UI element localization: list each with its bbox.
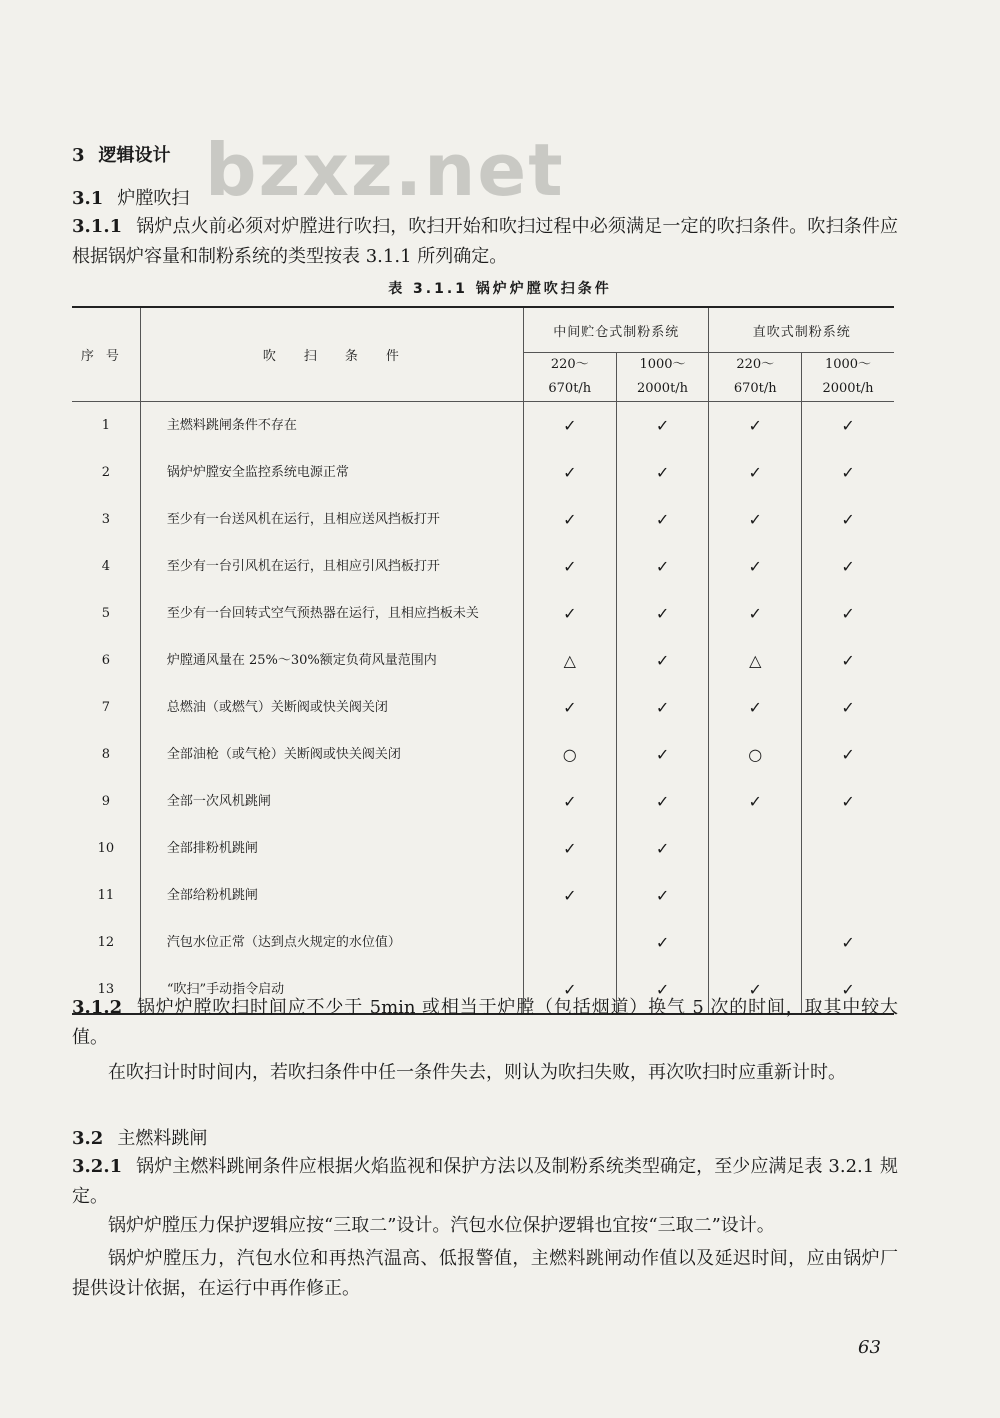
condition-text: “吹扫”手动指令启动 (140, 966, 523, 1014)
table-row (72, 731, 894, 778)
section-number: 3.1 (72, 188, 104, 209)
table-row (72, 825, 894, 872)
table-row (72, 872, 894, 919)
table-body (72, 402, 894, 1015)
capacity-range-end: 2000t/h (822, 381, 874, 396)
row-number: 12 (72, 919, 140, 966)
column-group-direct-system: 直吹式制粉系统 (709, 307, 894, 353)
row-number: 9 (72, 778, 140, 825)
clause-text: 锅炉炉膛吹扫时间应不少于 5min 或相当于炉膛（包括烟道）换气 5 次的时间，取其中较大值。 (72, 997, 898, 1048)
section-3-heading (72, 141, 171, 167)
applicability-mark: ✓ (524, 496, 617, 543)
table-row (72, 778, 894, 825)
condition-text: 汽包水位正常（达到点火规定的水位值） (140, 919, 523, 966)
paragraph-3-2-1 (72, 1152, 898, 1212)
applicability-mark: ✓ (524, 966, 617, 1014)
table-row (72, 543, 894, 590)
applicability-mark: ✓ (616, 590, 709, 637)
applicability-mark: ✓ (841, 510, 855, 529)
applicability-mark: ✓ (616, 637, 709, 684)
condition-text: 主燃料跳闸条件不存在 (140, 402, 523, 450)
applicability-mark (709, 872, 802, 919)
applicability-mark (709, 919, 802, 966)
applicability-mark: ✓ (709, 496, 802, 543)
section-title: 炉膛吹扫 (117, 188, 190, 209)
applicability-mark: ✓ (616, 778, 709, 825)
applicability-mark: ✓ (616, 543, 709, 590)
applicability-mark: ✓ (524, 872, 617, 919)
applicability-mark: ✓ (524, 778, 617, 825)
applicability-mark (709, 825, 802, 872)
table-row (72, 684, 894, 731)
condition-text: 全部排粉机跳闸 (140, 825, 523, 872)
applicability-mark: ✓ (709, 684, 802, 731)
condition-text: 至少有一台送风机在运行，且相应送风挡板打开 (140, 496, 523, 543)
row-number: 11 (72, 872, 140, 919)
applicability-mark: ✓ (524, 543, 617, 590)
section-3-1-heading (72, 184, 189, 210)
row-number: 8 (72, 731, 140, 778)
watermark: bzxz.net (205, 128, 565, 212)
applicability-mark: ✓ (841, 463, 855, 482)
row-number: 4 (72, 543, 140, 590)
table-row (72, 496, 894, 543)
applicability-mark: ✓ (841, 745, 855, 764)
applicability-mark: ✓ (616, 919, 709, 966)
paragraph-3-1-1 (72, 212, 898, 272)
paragraph-3-1-2-continued: 在吹扫计时时间内，若吹扫条件中任一条件失去，则认为吹扫失败，再次吹扫时应重新计时。 (108, 1062, 846, 1083)
applicability-mark: ✓ (709, 543, 802, 590)
applicability-mark: ✓ (802, 966, 894, 1014)
column-header-capacity (709, 353, 802, 402)
applicability-mark: ✓ (841, 792, 855, 811)
row-number: 13 (72, 966, 140, 1014)
applicability-mark (802, 872, 894, 919)
row-number: 5 (72, 590, 140, 637)
section-title: 逻辑设计 (98, 145, 171, 166)
condition-text: 至少有一台引风机在运行，且相应引风挡板打开 (140, 543, 523, 590)
applicability-mark: ✓ (616, 496, 709, 543)
table-row (72, 449, 894, 496)
table-row (72, 590, 894, 637)
condition-text: 至少有一台回转式空气预热器在运行，且相应挡板未关 (140, 590, 523, 637)
applicability-mark: ✓ (841, 933, 855, 952)
applicability-mark: ✓ (616, 684, 709, 731)
column-header-capacity (524, 353, 617, 402)
applicability-mark: ✓ (524, 825, 617, 872)
applicability-mark: ✓ (616, 966, 709, 1014)
applicability-mark: ✓ (709, 590, 802, 637)
applicability-mark: ✓ (616, 402, 709, 450)
column-header-capacity (616, 353, 709, 402)
section-3-2-heading (72, 1124, 207, 1150)
paragraph-3-1-2 (72, 993, 898, 1053)
applicability-mark: ✓ (841, 604, 855, 623)
column-header-condition: 吹扫条件 (140, 307, 523, 402)
applicability-mark: ✓ (524, 590, 617, 637)
row-number: 3 (72, 496, 140, 543)
row-number: 6 (72, 637, 140, 684)
condition-text: 全部给粉机跳闸 (140, 872, 523, 919)
clause-text: 锅炉主燃料跳闸条件应根据火焰监视和保护方法以及制粉系统类型确定，至少应满足表 3.2.1 规定。 (72, 1156, 898, 1207)
applicability-mark: ✓ (709, 966, 802, 1014)
paragraph-3-2-1-pressure-logic: 锅炉炉膛压力保护逻辑应按“三取二”设计。汽包水位保护逻辑也宜按“三取二”设计。 (108, 1215, 775, 1236)
applicability-mark (802, 825, 894, 872)
applicability-mark: ✓ (524, 449, 617, 496)
column-header-number: 序号 (72, 307, 140, 402)
applicability-mark: ✓ (841, 651, 855, 670)
table-row (72, 402, 894, 450)
capacity-range-start: 1000～ (639, 357, 686, 372)
row-number: 2 (72, 449, 140, 496)
row-number: 7 (72, 684, 140, 731)
capacity-range-start: 1000～ (824, 357, 872, 372)
paragraph-3-2-1-alarm-values: 锅炉炉膛压力，汽包水位和再热汽温高、低报警值，主燃料跳闸动作值以及延迟时间，应由锅炉厂提供设计依据，在运行中再作修正。 (72, 1248, 898, 1299)
applicability-mark: ○ (709, 731, 802, 778)
applicability-mark: ✓ (841, 557, 855, 576)
clause-number: 3.1.2 (72, 997, 123, 1018)
applicability-mark: ✓ (841, 416, 855, 435)
applicability-mark (524, 919, 617, 966)
condition-text: 全部一次风机跳闸 (140, 778, 523, 825)
capacity-range-start: 220～ (550, 357, 589, 372)
table-row (72, 637, 894, 684)
clause-number: 3.1.1 (72, 216, 123, 237)
row-number: 10 (72, 825, 140, 872)
condition-text: 全部油枪（或气枪）关断阀或快关阀关闭 (140, 731, 523, 778)
applicability-mark: △ (709, 637, 802, 684)
table-caption: 表 3.1.1 锅炉炉膛吹扫条件 (388, 281, 612, 297)
column-header-capacity (802, 353, 894, 402)
applicability-mark: ✓ (616, 449, 709, 496)
applicability-mark: ✓ (524, 684, 617, 731)
applicability-mark: ✓ (616, 731, 709, 778)
applicability-mark: ✓ (709, 778, 802, 825)
applicability-mark: ○ (524, 731, 617, 778)
clause-text: 锅炉点火前必须对炉膛进行吹扫，吹扫开始和吹扫过程中必须满足一定的吹扫条件。吹扫条件应根据锅炉容量和制粉系统的类型按表 3.1.1 所列确定。 (72, 216, 898, 267)
purge-conditions-table (72, 306, 894, 1015)
section-title: 主燃料跳闸 (117, 1128, 208, 1149)
column-group-storage-system: 中间贮仓式制粉系统 (524, 307, 709, 353)
capacity-range-end: 670t/h (548, 381, 592, 396)
capacity-range-end: 670t/h (733, 381, 777, 396)
applicability-mark: ✓ (616, 872, 709, 919)
applicability-mark: ✓ (709, 402, 802, 450)
condition-text: 炉膛通风量在 25%～30%额定负荷风量范围内 (140, 637, 523, 684)
capacity-range-end: 2000t/h (636, 381, 689, 396)
row-number: 1 (72, 402, 140, 450)
applicability-mark: ✓ (841, 698, 855, 717)
applicability-mark: ✓ (709, 449, 802, 496)
clause-number: 3.2.1 (72, 1156, 123, 1177)
applicability-mark: ✓ (616, 825, 709, 872)
condition-text: 总燃油（或燃气）关断阀或快关阀关闭 (140, 684, 523, 731)
table-row (72, 919, 894, 966)
section-number: 3 (72, 145, 85, 166)
page-number: 63 (858, 1337, 881, 1358)
capacity-range-start: 220～ (736, 357, 775, 372)
applicability-mark: ✓ (524, 402, 617, 450)
section-number: 3.2 (72, 1128, 104, 1149)
condition-text: 锅炉炉膛安全监控系统电源正常 (140, 449, 523, 496)
applicability-mark: △ (524, 637, 617, 684)
